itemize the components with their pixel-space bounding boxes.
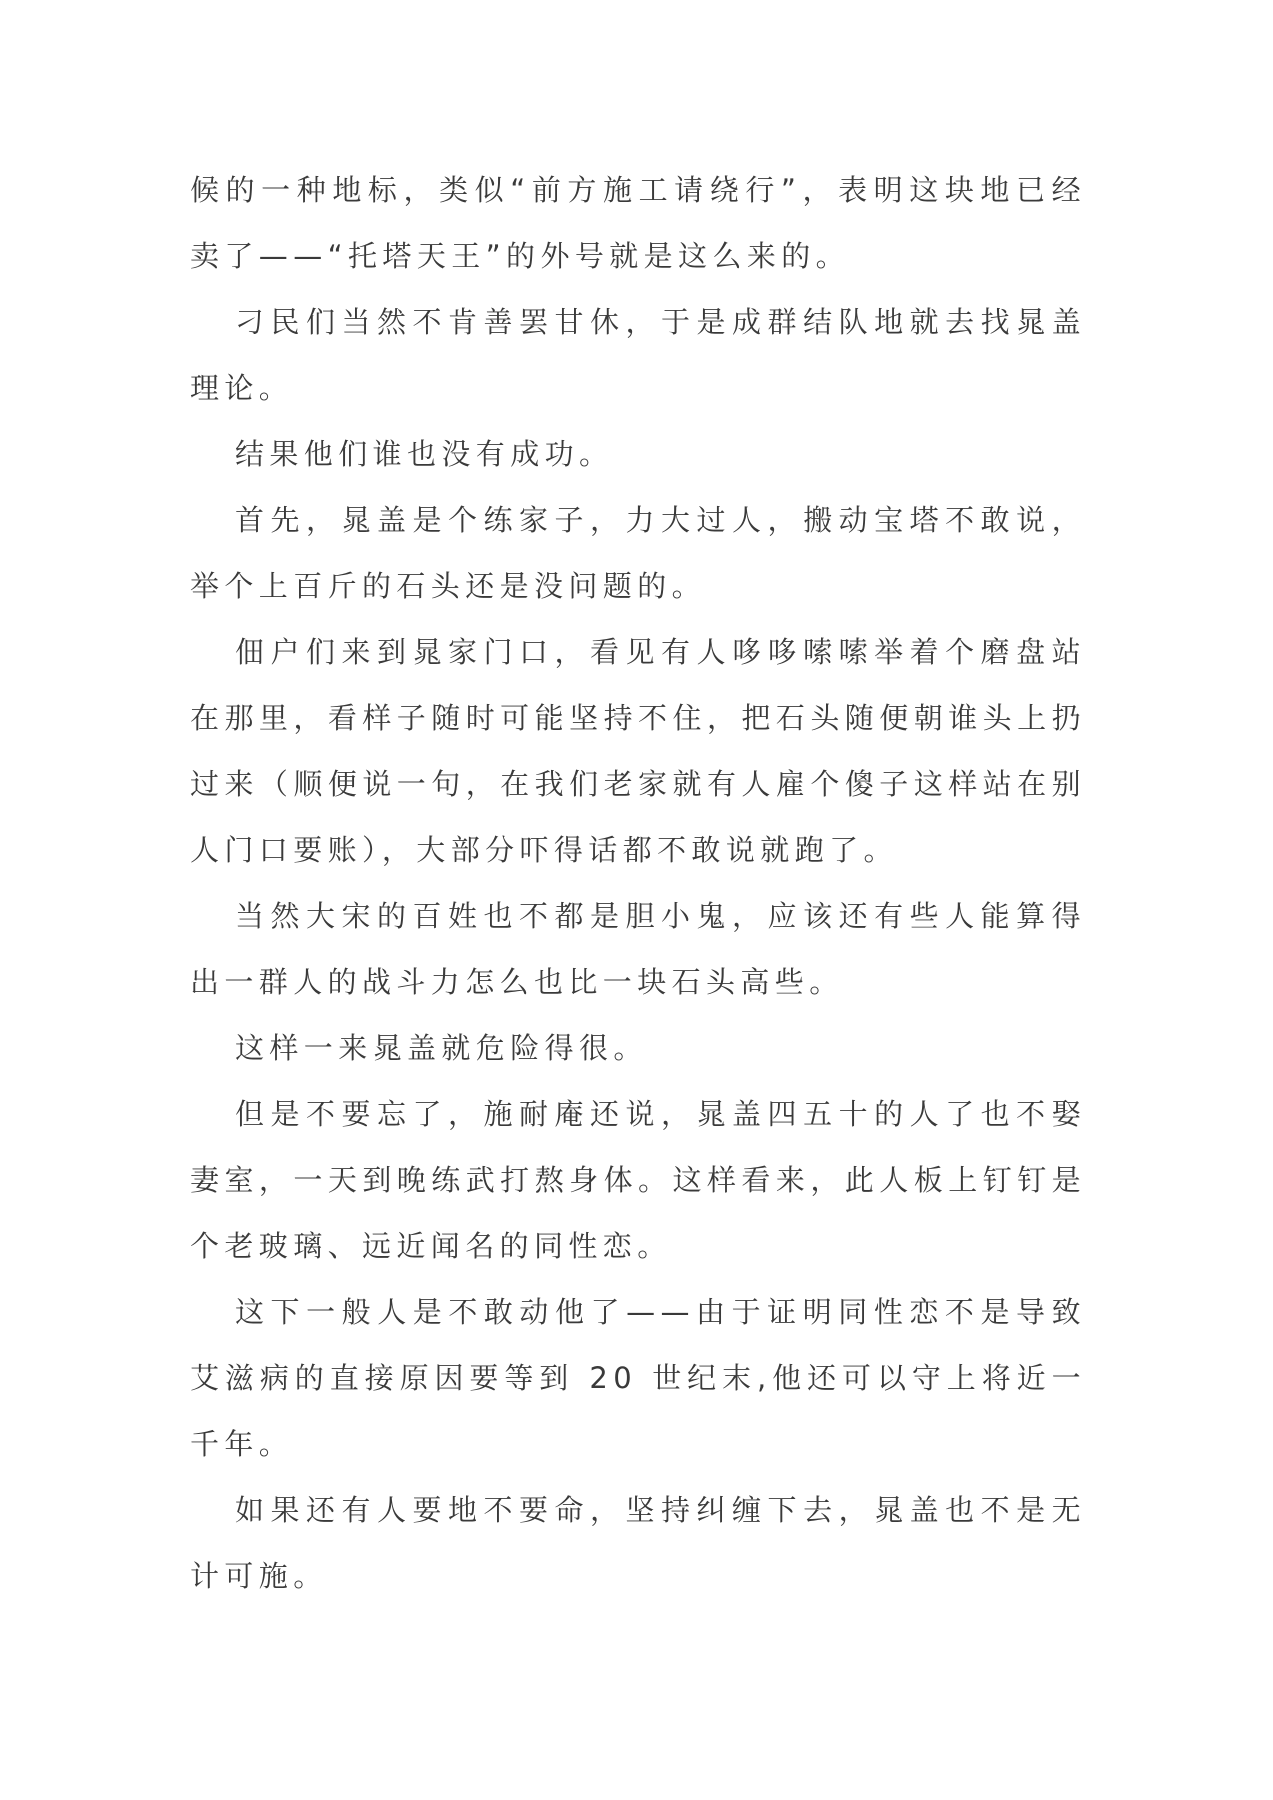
paragraph: 结果他们谁也没有成功。 (235, 437, 614, 471)
paragraph: 但是不要忘了，施耐庵还说，晁盖四五十的人了也不娶妻室，一天到晚练武打熬身体。这样看来，此人板上钉钉是个老玻璃、远近闻名的同性恋。 (190, 1097, 1086, 1263)
paragraph: 这下一般人是不敢动他了——由于证明同性恋不是导致艾滋病的直接原因要等到 20 世纪末,他还可以守上将近一千年。 (190, 1295, 1086, 1461)
paragraph: 候的一种地标，类似“前方施工请绕行”，表明这块地已经卖了——“托塔天王”的外号就是这么来的。 (190, 173, 1086, 273)
paragraph: 首先，晁盖是个练家子，力大过人，搬动宝塔不敢说，举个上百斤的石头还是没问题的。 (190, 503, 1086, 603)
paragraph: 当然大宋的百姓也不都是胆小鬼，应该还有些人能算得出一群人的战斗力怎么也比一块石头高些。 (190, 899, 1086, 999)
paragraph: 佃户们来到晁家门口，看见有人哆哆嗦嗦举着个磨盘站在那里，看样子随时可能坚持不住，把石头随便朝谁头上扔过来（顺便说一句，在我们老家就有人雇个傻子这样站在别人门口要账），大部分吓得话都不敢说就跑了。 (190, 635, 1086, 867)
paragraph: 如果还有人要地不要命，坚持纠缠下去，晁盖也不是无计可施。 (190, 1493, 1086, 1593)
body-text (190, 157, 1086, 1609)
paragraph: 这样一来晁盖就危险得很。 (235, 1031, 648, 1065)
paragraph: 刁民们当然不肯善罢甘休，于是成群结队地就去找晁盖理论。 (190, 305, 1086, 405)
